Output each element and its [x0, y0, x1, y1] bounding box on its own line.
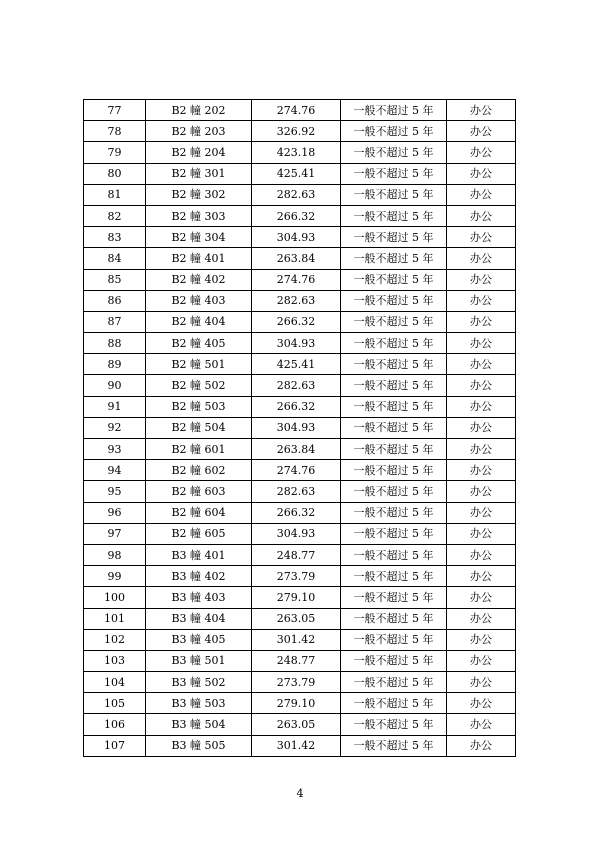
room-cell: B3 幢 503 [146, 693, 252, 714]
row-number-cell: 101 [84, 608, 146, 629]
row-number-cell: 90 [84, 375, 146, 396]
page-number: 4 [296, 787, 304, 800]
usage-cell: 办公 [447, 417, 516, 438]
property-table [83, 99, 516, 757]
row-number-cell: 100 [84, 587, 146, 608]
usage-cell: 办公 [447, 354, 516, 375]
table-row [84, 142, 516, 163]
room-cell: B2 幢 501 [146, 354, 252, 375]
usage-cell: 办公 [447, 460, 516, 481]
area-cell: 423.18 [252, 142, 341, 163]
usage-cell: 办公 [447, 396, 516, 417]
usage-cell: 办公 [447, 100, 516, 121]
room-cell: B3 幢 502 [146, 672, 252, 693]
row-number-cell: 79 [84, 142, 146, 163]
table-row [84, 417, 516, 438]
lease-term-cell: 一般不超过 5 年 [341, 184, 447, 205]
area-cell: 301.42 [252, 735, 341, 756]
room-cell: B3 幢 501 [146, 650, 252, 671]
usage-cell: 办公 [447, 587, 516, 608]
usage-cell: 办公 [447, 333, 516, 354]
room-cell: B2 幢 202 [146, 100, 252, 121]
area-cell: 266.32 [252, 502, 341, 523]
usage-cell: 办公 [447, 375, 516, 396]
lease-term-cell: 一般不超过 5 年 [341, 354, 447, 375]
area-cell: 425.41 [252, 163, 341, 184]
row-number-cell: 89 [84, 354, 146, 375]
room-cell: B2 幢 302 [146, 184, 252, 205]
table-row [84, 544, 516, 565]
usage-cell: 办公 [447, 566, 516, 587]
usage-cell: 办公 [447, 693, 516, 714]
area-cell: 282.63 [252, 481, 341, 502]
area-cell: 263.05 [252, 608, 341, 629]
row-number-cell: 85 [84, 269, 146, 290]
lease-term-cell: 一般不超过 5 年 [341, 735, 447, 756]
lease-term-cell: 一般不超过 5 年 [341, 672, 447, 693]
row-number-cell: 88 [84, 333, 146, 354]
table-row [84, 100, 516, 121]
room-cell: B2 幢 303 [146, 205, 252, 226]
area-cell: 273.79 [252, 672, 341, 693]
table-row [84, 248, 516, 269]
table-row [84, 523, 516, 544]
row-number-cell: 93 [84, 439, 146, 460]
row-number-cell: 98 [84, 544, 146, 565]
table-row [84, 460, 516, 481]
usage-cell: 办公 [447, 205, 516, 226]
lease-term-cell: 一般不超过 5 年 [341, 629, 447, 650]
room-cell: B2 幢 204 [146, 142, 252, 163]
table-row [84, 735, 516, 756]
lease-term-cell: 一般不超过 5 年 [341, 566, 447, 587]
area-cell: 279.10 [252, 587, 341, 608]
lease-term-cell: 一般不超过 5 年 [341, 481, 447, 502]
area-cell: 282.63 [252, 290, 341, 311]
row-number-cell: 77 [84, 100, 146, 121]
usage-cell: 办公 [447, 269, 516, 290]
usage-cell: 办公 [447, 502, 516, 523]
usage-cell: 办公 [447, 672, 516, 693]
lease-term-cell: 一般不超过 5 年 [341, 205, 447, 226]
row-number-cell: 105 [84, 693, 146, 714]
room-cell: B2 幢 304 [146, 227, 252, 248]
lease-term-cell: 一般不超过 5 年 [341, 248, 447, 269]
room-cell: B2 幢 203 [146, 121, 252, 142]
room-cell: B2 幢 605 [146, 523, 252, 544]
row-number-cell: 107 [84, 735, 146, 756]
lease-term-cell: 一般不超过 5 年 [341, 439, 447, 460]
room-cell: B3 幢 405 [146, 629, 252, 650]
room-cell: B3 幢 403 [146, 587, 252, 608]
area-cell: 282.63 [252, 184, 341, 205]
table-row [84, 650, 516, 671]
table-row [84, 227, 516, 248]
row-number-cell: 94 [84, 460, 146, 481]
room-cell: B2 幢 403 [146, 290, 252, 311]
table-row [84, 396, 516, 417]
room-cell: B2 幢 603 [146, 481, 252, 502]
table-row [84, 121, 516, 142]
room-cell: B3 幢 402 [146, 566, 252, 587]
area-cell: 304.93 [252, 227, 341, 248]
area-cell: 304.93 [252, 417, 341, 438]
area-cell: 274.76 [252, 100, 341, 121]
row-number-cell: 102 [84, 629, 146, 650]
lease-term-cell: 一般不超过 5 年 [341, 608, 447, 629]
lease-term-cell: 一般不超过 5 年 [341, 714, 447, 735]
table-row [84, 608, 516, 629]
area-cell: 248.77 [252, 650, 341, 671]
usage-cell: 办公 [447, 311, 516, 332]
usage-cell: 办公 [447, 714, 516, 735]
table-row [84, 269, 516, 290]
lease-term-cell: 一般不超过 5 年 [341, 502, 447, 523]
lease-term-cell: 一般不超过 5 年 [341, 290, 447, 311]
room-cell: B3 幢 505 [146, 735, 252, 756]
area-cell: 274.76 [252, 460, 341, 481]
room-cell: B3 幢 504 [146, 714, 252, 735]
lease-term-cell: 一般不超过 5 年 [341, 375, 447, 396]
lease-term-cell: 一般不超过 5 年 [341, 693, 447, 714]
usage-cell: 办公 [447, 544, 516, 565]
room-cell: B2 幢 601 [146, 439, 252, 460]
table-row [84, 375, 516, 396]
room-cell: B2 幢 301 [146, 163, 252, 184]
usage-cell: 办公 [447, 650, 516, 671]
usage-cell: 办公 [447, 121, 516, 142]
row-number-cell: 78 [84, 121, 146, 142]
lease-term-cell: 一般不超过 5 年 [341, 227, 447, 248]
row-number-cell: 106 [84, 714, 146, 735]
lease-term-cell: 一般不超过 5 年 [341, 269, 447, 290]
usage-cell: 办公 [447, 629, 516, 650]
area-cell: 266.32 [252, 311, 341, 332]
area-cell: 263.84 [252, 248, 341, 269]
table-row [84, 481, 516, 502]
lease-term-cell: 一般不超过 5 年 [341, 396, 447, 417]
row-number-cell: 95 [84, 481, 146, 502]
row-number-cell: 103 [84, 650, 146, 671]
room-cell: B3 幢 404 [146, 608, 252, 629]
row-number-cell: 96 [84, 502, 146, 523]
usage-cell: 办公 [447, 184, 516, 205]
table-row [84, 205, 516, 226]
usage-cell: 办公 [447, 735, 516, 756]
area-cell: 326.92 [252, 121, 341, 142]
room-cell: B2 幢 503 [146, 396, 252, 417]
table-row [84, 587, 516, 608]
room-cell: B2 幢 504 [146, 417, 252, 438]
table-row [84, 439, 516, 460]
room-cell: B2 幢 401 [146, 248, 252, 269]
area-cell: 263.05 [252, 714, 341, 735]
row-number-cell: 99 [84, 566, 146, 587]
lease-term-cell: 一般不超过 5 年 [341, 523, 447, 544]
usage-cell: 办公 [447, 248, 516, 269]
lease-term-cell: 一般不超过 5 年 [341, 121, 447, 142]
row-number-cell: 91 [84, 396, 146, 417]
row-number-cell: 82 [84, 205, 146, 226]
area-cell: 248.77 [252, 544, 341, 565]
room-cell: B2 幢 602 [146, 460, 252, 481]
area-cell: 266.32 [252, 205, 341, 226]
area-cell: 304.93 [252, 523, 341, 544]
table-row [84, 566, 516, 587]
row-number-cell: 81 [84, 184, 146, 205]
room-cell: B3 幢 401 [146, 544, 252, 565]
table-row [84, 672, 516, 693]
table-row [84, 693, 516, 714]
usage-cell: 办公 [447, 227, 516, 248]
area-cell: 273.79 [252, 566, 341, 587]
lease-term-cell: 一般不超过 5 年 [341, 142, 447, 163]
row-number-cell: 97 [84, 523, 146, 544]
lease-term-cell: 一般不超过 5 年 [341, 333, 447, 354]
row-number-cell: 80 [84, 163, 146, 184]
lease-term-cell: 一般不超过 5 年 [341, 544, 447, 565]
room-cell: B2 幢 405 [146, 333, 252, 354]
usage-cell: 办公 [447, 608, 516, 629]
area-cell: 425.41 [252, 354, 341, 375]
lease-term-cell: 一般不超过 5 年 [341, 163, 447, 184]
usage-cell: 办公 [447, 163, 516, 184]
room-cell: B2 幢 404 [146, 311, 252, 332]
room-cell: B2 幢 604 [146, 502, 252, 523]
area-cell: 301.42 [252, 629, 341, 650]
row-number-cell: 87 [84, 311, 146, 332]
lease-term-cell: 一般不超过 5 年 [341, 587, 447, 608]
table-row [84, 184, 516, 205]
room-cell: B2 幢 402 [146, 269, 252, 290]
usage-cell: 办公 [447, 523, 516, 544]
usage-cell: 办公 [447, 290, 516, 311]
area-cell: 279.10 [252, 693, 341, 714]
area-cell: 266.32 [252, 396, 341, 417]
lease-term-cell: 一般不超过 5 年 [341, 311, 447, 332]
row-number-cell: 84 [84, 248, 146, 269]
table-body [84, 100, 516, 757]
row-number-cell: 104 [84, 672, 146, 693]
area-cell: 282.63 [252, 375, 341, 396]
table-row [84, 629, 516, 650]
room-cell: B2 幢 502 [146, 375, 252, 396]
table-row [84, 502, 516, 523]
usage-cell: 办公 [447, 439, 516, 460]
area-cell: 274.76 [252, 269, 341, 290]
area-cell: 263.84 [252, 439, 341, 460]
row-number-cell: 83 [84, 227, 146, 248]
row-number-cell: 92 [84, 417, 146, 438]
area-cell: 304.93 [252, 333, 341, 354]
lease-term-cell: 一般不超过 5 年 [341, 650, 447, 671]
table-row [84, 311, 516, 332]
table-row [84, 163, 516, 184]
table-row [84, 333, 516, 354]
table-row [84, 354, 516, 375]
lease-term-cell: 一般不超过 5 年 [341, 460, 447, 481]
usage-cell: 办公 [447, 481, 516, 502]
lease-term-cell: 一般不超过 5 年 [341, 417, 447, 438]
table-row [84, 290, 516, 311]
table-row [84, 714, 516, 735]
row-number-cell: 86 [84, 290, 146, 311]
usage-cell: 办公 [447, 142, 516, 163]
lease-term-cell: 一般不超过 5 年 [341, 100, 447, 121]
